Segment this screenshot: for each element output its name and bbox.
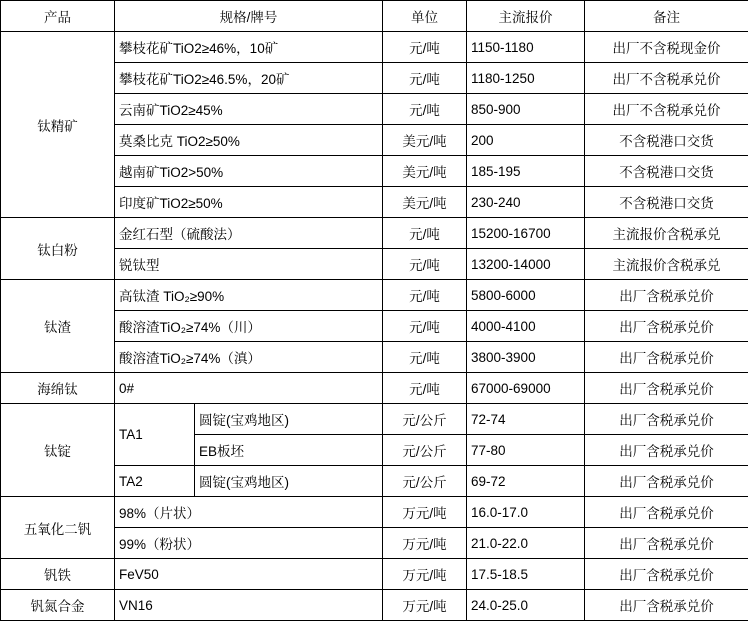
- remark-cell: 出厂含税承兑价: [585, 590, 748, 621]
- table-row: [1, 280, 748, 311]
- price-cell: 16.0-17.0: [467, 497, 585, 528]
- remark-cell: 出厂不含税承兑价: [585, 63, 748, 94]
- price-cell: 185-195: [467, 156, 585, 187]
- remark-cell: 出厂不含税承兑价: [585, 94, 748, 125]
- unit-cell: 元/公斤: [383, 466, 467, 497]
- unit-cell: 美元/吨: [383, 187, 467, 218]
- category-cell: 钒铁: [1, 559, 115, 590]
- unit-cell: 万元/吨: [383, 590, 467, 621]
- price-cell: 21.0-22.0: [467, 528, 585, 559]
- unit-cell: 元/吨: [383, 218, 467, 249]
- unit-cell: 元/吨: [383, 32, 467, 63]
- spec-cell: 云南矿TiO2≥45%: [115, 94, 383, 125]
- unit-cell: 美元/吨: [383, 156, 467, 187]
- table-header: [1, 1, 748, 32]
- unit-cell: 元/吨: [383, 249, 467, 280]
- price-cell: 200: [467, 125, 585, 156]
- price-cell: 77-80: [467, 435, 585, 466]
- remark-cell: 出厂含税承兑价: [585, 435, 748, 466]
- table-row: [1, 497, 748, 528]
- category-cell: 五氧化二钒: [1, 497, 115, 559]
- remark-cell: 出厂含税承兑价: [585, 528, 748, 559]
- spec-cell: 酸溶渣TiO₂≥74%（滇）: [115, 342, 383, 373]
- unit-cell: 元/吨: [383, 311, 467, 342]
- unit-cell: 元/吨: [383, 94, 467, 125]
- spec-cell: VN16: [115, 590, 383, 621]
- spec-cell: EB板坯: [195, 435, 383, 466]
- header-product: 产品: [1, 1, 115, 32]
- price-cell: 3800-3900: [467, 342, 585, 373]
- unit-cell: 元/公斤: [383, 404, 467, 435]
- remark-cell: 出厂含税承兑价: [585, 342, 748, 373]
- unit-cell: 万元/吨: [383, 528, 467, 559]
- price-cell: 69-72: [467, 466, 585, 497]
- spec-cell: 越南矿TiO2>50%: [115, 156, 383, 187]
- unit-cell: 元/吨: [383, 342, 467, 373]
- unit-cell: 万元/吨: [383, 559, 467, 590]
- category-cell: 钛白粉: [1, 218, 115, 280]
- price-cell: 24.0-25.0: [467, 590, 585, 621]
- spec-cell: 0#: [115, 373, 383, 404]
- price-cell: 15200-16700: [467, 218, 585, 249]
- spec-cell: 莫桑比克 TiO2≥50%: [115, 125, 383, 156]
- table-body: [1, 32, 748, 621]
- spec-cell: 高钛渣 TiO₂≥90%: [115, 280, 383, 311]
- spec-cell: 金红石型（硫酸法）: [115, 218, 383, 249]
- price-cell: 72-74: [467, 404, 585, 435]
- header-unit: 单位: [383, 1, 467, 32]
- grade-cell: TA2: [115, 466, 195, 497]
- category-cell: 钛渣: [1, 280, 115, 373]
- table-row: [1, 373, 748, 404]
- remark-cell: 不含税港口交货: [585, 187, 748, 218]
- table-row: [1, 559, 748, 590]
- spec-cell: 印度矿TiO2≥50%: [115, 187, 383, 218]
- spec-cell: 攀枝花矿TiO2≥46%，10矿: [115, 32, 383, 63]
- price-cell: 4000-4100: [467, 311, 585, 342]
- spec-cell: 99%（粉状）: [115, 528, 383, 559]
- table-row: [1, 218, 748, 249]
- spec-cell: 圆锭(宝鸡地区): [195, 404, 383, 435]
- remark-cell: 不含税港口交货: [585, 125, 748, 156]
- category-cell: 钛精矿: [1, 32, 115, 218]
- remark-cell: 出厂含税承兑价: [585, 466, 748, 497]
- unit-cell: 美元/吨: [383, 125, 467, 156]
- unit-cell: 元/公斤: [383, 435, 467, 466]
- remark-cell: 出厂含税承兑价: [585, 497, 748, 528]
- remark-cell: 不含税港口交货: [585, 156, 748, 187]
- spec-cell: 98%（片状）: [115, 497, 383, 528]
- remark-cell: 出厂含税承兑价: [585, 311, 748, 342]
- header-price: 主流报价: [467, 1, 585, 32]
- table-row: [1, 404, 748, 435]
- price-cell: 1180-1250: [467, 63, 585, 94]
- grade-cell: TA1: [115, 404, 195, 466]
- unit-cell: 元/吨: [383, 373, 467, 404]
- table-row: [1, 590, 748, 621]
- price-cell: 5800-6000: [467, 280, 585, 311]
- price-cell: 850-900: [467, 94, 585, 125]
- category-cell: 钒氮合金: [1, 590, 115, 621]
- unit-cell: 元/吨: [383, 280, 467, 311]
- price-cell: 1150-1180: [467, 32, 585, 63]
- spec-cell: 圆锭(宝鸡地区): [195, 466, 383, 497]
- price-cell: 13200-14000: [467, 249, 585, 280]
- remark-cell: 出厂含税承兑价: [585, 404, 748, 435]
- header-remark: 备注: [585, 1, 748, 32]
- category-cell: 海绵钛: [1, 373, 115, 404]
- remark-cell: 主流报价含税承兑: [585, 249, 748, 280]
- spec-cell: 攀枝花矿TiO2≥46.5%，20矿: [115, 63, 383, 94]
- remark-cell: 出厂含税承兑价: [585, 559, 748, 590]
- remark-cell: 主流报价含税承兑: [585, 218, 748, 249]
- price-cell: 230-240: [467, 187, 585, 218]
- table-row: [1, 32, 748, 63]
- price-cell: 67000-69000: [467, 373, 585, 404]
- unit-cell: 元/吨: [383, 63, 467, 94]
- remark-cell: 出厂不含税现金价: [585, 32, 748, 63]
- spec-cell: 酸溶渣TiO₂≥74%（川）: [115, 311, 383, 342]
- remark-cell: 出厂含税承兑价: [585, 280, 748, 311]
- spec-cell: 锐钛型: [115, 249, 383, 280]
- category-cell: 钛锭: [1, 404, 115, 497]
- price-cell: 17.5-18.5: [467, 559, 585, 590]
- header-spec: 规格/牌号: [115, 1, 383, 32]
- spec-cell: FeV50: [115, 559, 383, 590]
- table-header-row: [1, 1, 748, 32]
- remark-cell: 出厂含税承兑价: [585, 373, 748, 404]
- unit-cell: 万元/吨: [383, 497, 467, 528]
